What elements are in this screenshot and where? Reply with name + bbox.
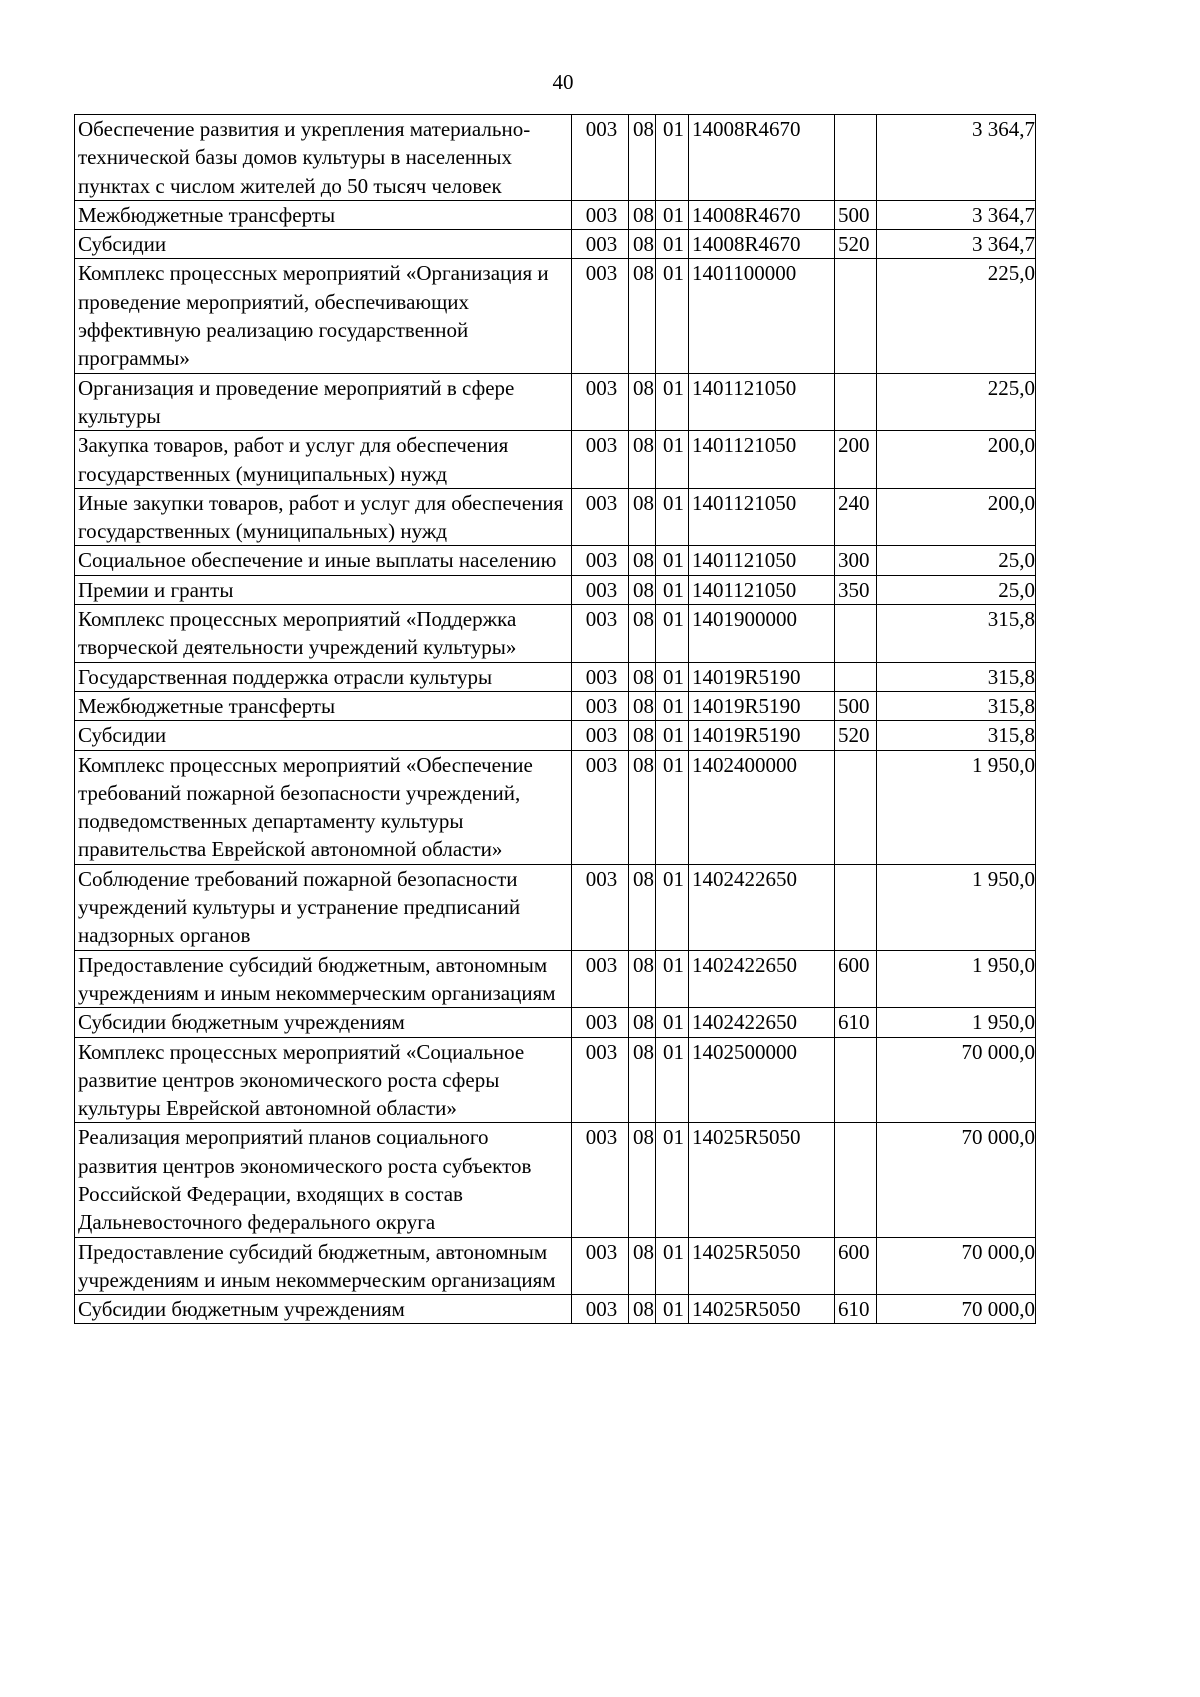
expense-type-code-cell (835, 1037, 877, 1123)
table-row (75, 1008, 1036, 1037)
expense-type-code-cell: 600 (835, 1237, 877, 1295)
budget-table (74, 114, 1036, 1324)
amount-cell: 3 364,7 (877, 230, 1036, 259)
subsection-code-cell: 01 (656, 546, 689, 575)
subsection-code-cell: 01 (656, 662, 689, 691)
row-name-cell: Межбюджетные трансферты (75, 200, 572, 229)
target-item-code-cell: 1401121050 (689, 546, 835, 575)
amount-cell: 315,8 (877, 691, 1036, 720)
subsection-code-cell: 01 (656, 575, 689, 604)
table-row (75, 721, 1036, 750)
target-item-code-cell: 1401121050 (689, 373, 835, 431)
section-code-cell: 08 (629, 1295, 656, 1324)
section-code-cell: 08 (629, 230, 656, 259)
table-body (75, 115, 1036, 1324)
table-row (75, 1295, 1036, 1324)
row-name-cell: Комплекс процессных мероприятий «Обеспечение требований пожарной безопасности учреждений, подведомственных департаменту культуры правительства Еврейской автономной области» (75, 750, 572, 864)
ministry-code-cell: 003 (572, 373, 629, 431)
expense-type-code-cell: 240 (835, 488, 877, 546)
expense-type-code-cell: 610 (835, 1295, 877, 1324)
row-name-cell: Субсидии (75, 230, 572, 259)
amount-cell: 225,0 (877, 373, 1036, 431)
table-row (75, 1037, 1036, 1123)
ministry-code-cell: 003 (572, 230, 629, 259)
section-code-cell: 08 (629, 662, 656, 691)
ministry-code-cell: 003 (572, 1123, 629, 1237)
row-name-cell: Субсидии бюджетным учреждениям (75, 1295, 572, 1324)
ministry-code-cell: 003 (572, 864, 629, 950)
expense-type-code-cell: 500 (835, 200, 877, 229)
table-row (75, 373, 1036, 431)
expense-type-code-cell (835, 750, 877, 864)
amount-cell: 200,0 (877, 431, 1036, 489)
table-row (75, 115, 1036, 201)
expense-type-code-cell (835, 115, 877, 201)
target-item-code-cell: 1401100000 (689, 259, 835, 373)
section-code-cell: 08 (629, 115, 656, 201)
section-code-cell: 08 (629, 200, 656, 229)
table-row (75, 864, 1036, 950)
table-row (75, 575, 1036, 604)
row-name-cell: Социальное обеспечение и иные выплаты населению (75, 546, 572, 575)
amount-cell: 315,8 (877, 662, 1036, 691)
section-code-cell: 08 (629, 575, 656, 604)
ministry-code-cell: 003 (572, 950, 629, 1008)
row-name-cell: Соблюдение требований пожарной безопасности учреждений культуры и устранение предписаний надзорных органов (75, 864, 572, 950)
subsection-code-cell: 01 (656, 1237, 689, 1295)
subsection-code-cell: 01 (656, 864, 689, 950)
amount-cell: 70 000,0 (877, 1237, 1036, 1295)
table-row (75, 488, 1036, 546)
row-name-cell: Субсидии бюджетным учреждениям (75, 1008, 572, 1037)
subsection-code-cell: 01 (656, 373, 689, 431)
page-number: 40 (552, 70, 574, 94)
target-item-code-cell: 14019R5190 (689, 691, 835, 720)
subsection-code-cell: 01 (656, 115, 689, 201)
ministry-code-cell: 003 (572, 1008, 629, 1037)
row-name-cell: Межбюджетные трансферты (75, 691, 572, 720)
row-name-cell: Комплекс процессных мероприятий «Поддержка творческой деятельности учреждений культуры» (75, 605, 572, 663)
row-name-cell: Комплекс процессных мероприятий «Организация и проведение мероприятий, обеспечивающих эффективную реализацию государственной программы» (75, 259, 572, 373)
target-item-code-cell: 14025R5050 (689, 1123, 835, 1237)
expense-type-code-cell: 350 (835, 575, 877, 604)
amount-cell: 25,0 (877, 575, 1036, 604)
target-item-code-cell: 14008R4670 (689, 230, 835, 259)
ministry-code-cell: 003 (572, 546, 629, 575)
target-item-code-cell: 14008R4670 (689, 200, 835, 229)
amount-cell: 25,0 (877, 546, 1036, 575)
section-code-cell: 08 (629, 259, 656, 373)
ministry-code-cell: 003 (572, 1295, 629, 1324)
ministry-code-cell: 003 (572, 662, 629, 691)
table-row (75, 230, 1036, 259)
subsection-code-cell: 01 (656, 431, 689, 489)
section-code-cell: 08 (629, 750, 656, 864)
subsection-code-cell: 01 (656, 605, 689, 663)
expense-type-code-cell: 500 (835, 691, 877, 720)
amount-cell: 315,8 (877, 721, 1036, 750)
target-item-code-cell: 14025R5050 (689, 1295, 835, 1324)
subsection-code-cell: 01 (656, 259, 689, 373)
subsection-code-cell: 01 (656, 488, 689, 546)
amount-cell: 1 950,0 (877, 750, 1036, 864)
expense-type-code-cell: 610 (835, 1008, 877, 1037)
amount-cell: 70 000,0 (877, 1037, 1036, 1123)
ministry-code-cell: 003 (572, 691, 629, 720)
target-item-code-cell: 14025R5050 (689, 1237, 835, 1295)
section-code-cell: 08 (629, 1237, 656, 1295)
amount-cell: 315,8 (877, 605, 1036, 663)
subsection-code-cell: 01 (656, 691, 689, 720)
target-item-code-cell: 1402400000 (689, 750, 835, 864)
section-code-cell: 08 (629, 950, 656, 1008)
table-row (75, 431, 1036, 489)
section-code-cell: 08 (629, 691, 656, 720)
subsection-code-cell: 01 (656, 721, 689, 750)
section-code-cell: 08 (629, 373, 656, 431)
target-item-code-cell: 1402500000 (689, 1037, 835, 1123)
target-item-code-cell: 1401121050 (689, 575, 835, 604)
ministry-code-cell: 003 (572, 721, 629, 750)
section-code-cell: 08 (629, 721, 656, 750)
expense-type-code-cell: 520 (835, 721, 877, 750)
row-name-cell: Иные закупки товаров, работ и услуг для обеспечения государственных (муниципальных) нужд (75, 488, 572, 546)
subsection-code-cell: 01 (656, 750, 689, 864)
ministry-code-cell: 003 (572, 1237, 629, 1295)
table-row (75, 750, 1036, 864)
expense-type-code-cell: 600 (835, 950, 877, 1008)
target-item-code-cell: 14019R5190 (689, 662, 835, 691)
ministry-code-cell: 003 (572, 750, 629, 864)
row-name-cell: Организация и проведение мероприятий в сфере культуры (75, 373, 572, 431)
row-name-cell: Закупка товаров, работ и услуг для обеспечения государственных (муниципальных) нужд (75, 431, 572, 489)
target-item-code-cell: 14019R5190 (689, 721, 835, 750)
subsection-code-cell: 01 (656, 200, 689, 229)
target-item-code-cell: 1402422650 (689, 1008, 835, 1037)
table-row (75, 200, 1036, 229)
amount-cell: 1 950,0 (877, 864, 1036, 950)
amount-cell: 200,0 (877, 488, 1036, 546)
section-code-cell: 08 (629, 546, 656, 575)
expense-type-code-cell (835, 373, 877, 431)
ministry-code-cell: 003 (572, 431, 629, 489)
expense-type-code-cell (835, 259, 877, 373)
section-code-cell: 08 (629, 488, 656, 546)
table-row (75, 662, 1036, 691)
row-name-cell: Комплекс процессных мероприятий «Социальное развитие центров экономического роста сферы культуры Еврейской автономной области» (75, 1037, 572, 1123)
amount-cell: 225,0 (877, 259, 1036, 373)
table-row (75, 1237, 1036, 1295)
expense-type-code-cell (835, 864, 877, 950)
section-code-cell: 08 (629, 431, 656, 489)
table-row (75, 691, 1036, 720)
section-code-cell: 08 (629, 864, 656, 950)
table-row (75, 605, 1036, 663)
target-item-code-cell: 1401121050 (689, 488, 835, 546)
table-row (75, 1123, 1036, 1237)
row-name-cell: Субсидии (75, 721, 572, 750)
table-row (75, 950, 1036, 1008)
ministry-code-cell: 003 (572, 200, 629, 229)
target-item-code-cell: 1401900000 (689, 605, 835, 663)
target-item-code-cell: 1402422650 (689, 864, 835, 950)
row-name-cell: Государственная поддержка отрасли культуры (75, 662, 572, 691)
subsection-code-cell: 01 (656, 1037, 689, 1123)
section-code-cell: 08 (629, 1037, 656, 1123)
target-item-code-cell: 14008R4670 (689, 115, 835, 201)
section-code-cell: 08 (629, 1008, 656, 1037)
expense-type-code-cell (835, 1123, 877, 1237)
subsection-code-cell: 01 (656, 1008, 689, 1037)
table-row (75, 546, 1036, 575)
amount-cell: 3 364,7 (877, 115, 1036, 201)
target-item-code-cell: 1402422650 (689, 950, 835, 1008)
amount-cell: 70 000,0 (877, 1123, 1036, 1237)
expense-type-code-cell (835, 662, 877, 691)
amount-cell: 3 364,7 (877, 200, 1036, 229)
section-code-cell: 08 (629, 1123, 656, 1237)
expense-type-code-cell: 300 (835, 546, 877, 575)
row-name-cell: Предоставление субсидий бюджетным, автономным учреждениям и иным некоммерческим организациям (75, 1237, 572, 1295)
table-row (75, 259, 1036, 373)
ministry-code-cell: 003 (572, 1037, 629, 1123)
ministry-code-cell: 003 (572, 259, 629, 373)
ministry-code-cell: 003 (572, 605, 629, 663)
row-name-cell: Реализация мероприятий планов социального развития центров экономического роста субъектов Российской Федерации, входящих в состав Дальневосточного федерального округа (75, 1123, 572, 1237)
amount-cell: 70 000,0 (877, 1295, 1036, 1324)
subsection-code-cell: 01 (656, 1295, 689, 1324)
expense-type-code-cell (835, 605, 877, 663)
row-name-cell: Обеспечение развития и укрепления материально-технической базы домов культуры в населенных пунктах с числом жителей до 50 тысяч человек (75, 115, 572, 201)
ministry-code-cell: 003 (572, 575, 629, 604)
row-name-cell: Премии и гранты (75, 575, 572, 604)
expense-type-code-cell: 520 (835, 230, 877, 259)
subsection-code-cell: 01 (656, 230, 689, 259)
amount-cell: 1 950,0 (877, 1008, 1036, 1037)
subsection-code-cell: 01 (656, 1123, 689, 1237)
expense-type-code-cell: 200 (835, 431, 877, 489)
ministry-code-cell: 003 (572, 488, 629, 546)
section-code-cell: 08 (629, 605, 656, 663)
amount-cell: 1 950,0 (877, 950, 1036, 1008)
row-name-cell: Предоставление субсидий бюджетным, автономным учреждениям и иным некоммерческим организациям (75, 950, 572, 1008)
target-item-code-cell: 1401121050 (689, 431, 835, 489)
subsection-code-cell: 01 (656, 950, 689, 1008)
ministry-code-cell: 003 (572, 115, 629, 201)
